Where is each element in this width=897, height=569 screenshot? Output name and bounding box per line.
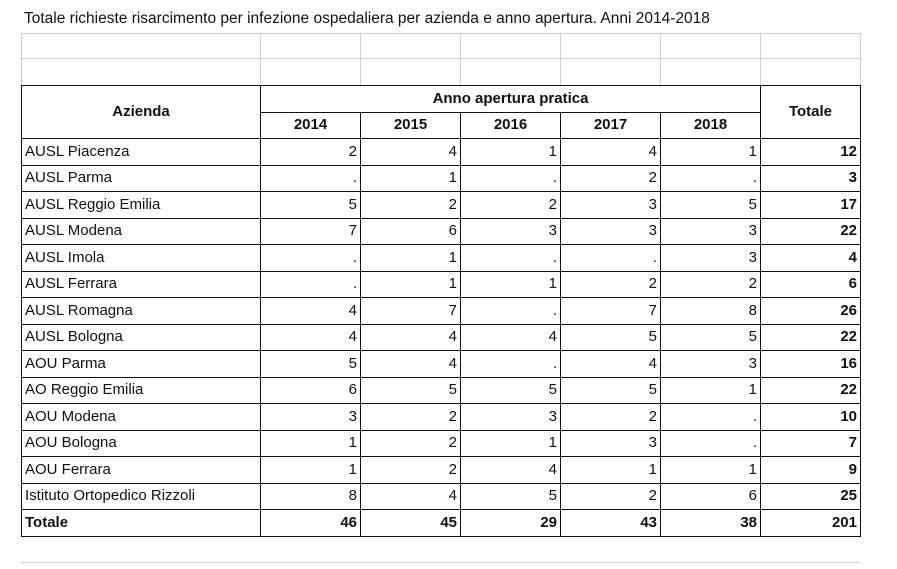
year-value-cell: 2 — [661, 271, 761, 298]
year-value-cell: 8 — [661, 298, 761, 325]
year-value-cell: 6 — [261, 377, 361, 404]
year-value-cell: 3 — [461, 404, 561, 431]
year-value-cell: . — [261, 165, 361, 192]
year-value-cell: 1 — [461, 430, 561, 457]
year-value-cell: 4 — [261, 324, 361, 351]
year-value-cell: 7 — [261, 218, 361, 245]
gridline — [360, 33, 361, 85]
year-value-cell: 45 — [361, 510, 461, 537]
year-value-cell: 2 — [361, 192, 461, 219]
year-value-cell: 3 — [661, 245, 761, 272]
year-value-cell: . — [461, 298, 561, 325]
year-value-cell: 2 — [561, 271, 661, 298]
year-value-cell: . — [661, 404, 761, 431]
azienda-name: AO Reggio Emilia — [22, 377, 261, 404]
year-value-cell: 4 — [361, 483, 461, 510]
year-value-cell: 5 — [661, 324, 761, 351]
row-total-cell: 4 — [761, 245, 861, 272]
year-value-cell: 1 — [661, 139, 761, 166]
gridline — [860, 33, 861, 85]
header-totale: Totale — [761, 86, 861, 139]
azienda-name: AOU Parma — [22, 351, 261, 378]
year-value-cell: 4 — [561, 139, 661, 166]
row-total-cell: 3 — [761, 165, 861, 192]
header-year-2017: 2017 — [561, 112, 661, 139]
azienda-name: AOU Ferrara — [22, 457, 261, 484]
azienda-name: AUSL Piacenza — [22, 139, 261, 166]
year-value-cell: 2 — [561, 165, 661, 192]
azienda-name: AOU Modena — [22, 404, 261, 431]
year-value-cell: 4 — [361, 324, 461, 351]
azienda-name: AUSL Imola — [22, 245, 261, 272]
year-value-cell: 46 — [261, 510, 361, 537]
year-value-cell: . — [261, 271, 361, 298]
gridline — [560, 33, 561, 85]
claims-table — [21, 85, 861, 537]
year-value-cell: 1 — [261, 430, 361, 457]
gridline — [760, 33, 761, 85]
year-value-cell: 1 — [661, 457, 761, 484]
year-value-cell: . — [461, 351, 561, 378]
row-total-cell: 22 — [761, 377, 861, 404]
year-value-cell: . — [261, 245, 361, 272]
year-value-cell: 3 — [261, 404, 361, 431]
year-value-cell: . — [661, 430, 761, 457]
year-value-cell: 2 — [461, 192, 561, 219]
year-value-cell: 29 — [461, 510, 561, 537]
table-row — [22, 324, 861, 351]
row-total-cell: 17 — [761, 192, 861, 219]
table-row — [22, 377, 861, 404]
table-row — [22, 404, 861, 431]
year-value-cell: 4 — [361, 139, 461, 166]
year-value-cell: 3 — [461, 218, 561, 245]
row-total-cell: 12 — [761, 139, 861, 166]
gridline — [21, 33, 860, 34]
azienda-name: AUSL Bologna — [22, 324, 261, 351]
year-value-cell: 2 — [561, 404, 661, 431]
table-row — [22, 271, 861, 298]
year-value-cell: 2 — [361, 457, 461, 484]
year-value-cell: 3 — [661, 218, 761, 245]
gridline — [460, 33, 461, 85]
row-total-cell: 10 — [761, 404, 861, 431]
year-value-cell: 43 — [561, 510, 661, 537]
year-value-cell: 1 — [661, 377, 761, 404]
year-value-cell: 5 — [461, 483, 561, 510]
year-value-cell: 5 — [661, 192, 761, 219]
year-value-cell: 1 — [361, 271, 461, 298]
year-value-cell: 8 — [261, 483, 361, 510]
azienda-name: Istituto Ortopedico Rizzoli — [22, 483, 261, 510]
gridline — [21, 58, 860, 59]
table-row — [22, 483, 861, 510]
row-total-cell: 7 — [761, 430, 861, 457]
year-value-cell: 5 — [561, 324, 661, 351]
azienda-name: AUSL Parma — [22, 165, 261, 192]
row-total-cell: 6 — [761, 271, 861, 298]
table-row — [22, 139, 861, 166]
gridline — [260, 33, 261, 85]
year-value-cell: 5 — [261, 192, 361, 219]
year-value-cell: 7 — [361, 298, 461, 325]
year-value-cell: 1 — [261, 457, 361, 484]
table-row — [22, 351, 861, 378]
year-value-cell: 4 — [561, 351, 661, 378]
row-total-cell: 9 — [761, 457, 861, 484]
year-value-cell: . — [661, 165, 761, 192]
gridline — [21, 33, 22, 85]
year-value-cell: 2 — [561, 483, 661, 510]
year-value-cell: 5 — [561, 377, 661, 404]
table-row — [22, 430, 861, 457]
year-value-cell: 4 — [361, 351, 461, 378]
gridline — [660, 33, 661, 85]
total-row — [22, 510, 861, 537]
year-value-cell: 3 — [561, 218, 661, 245]
header-azienda: Azienda — [22, 86, 261, 139]
year-value-cell: 3 — [561, 430, 661, 457]
year-value-cell: 4 — [261, 298, 361, 325]
year-value-cell: 4 — [461, 324, 561, 351]
table-title: Totale richieste risarcimento per infezione ospedaliera per azienda e anno apertura. Anni 2014-2018 — [24, 10, 710, 27]
header-year-2018: 2018 — [661, 112, 761, 139]
year-value-cell: 5 — [261, 351, 361, 378]
year-value-cell: 4 — [461, 457, 561, 484]
table-row — [22, 457, 861, 484]
row-total-cell: 16 — [761, 351, 861, 378]
row-total-cell: 201 — [761, 510, 861, 537]
table-row — [22, 192, 861, 219]
azienda-name: AOU Bologna — [22, 430, 261, 457]
year-value-cell: . — [461, 245, 561, 272]
table-row — [22, 165, 861, 192]
header-year-2014: 2014 — [261, 112, 361, 139]
year-value-cell: 3 — [661, 351, 761, 378]
header-year-2015: 2015 — [361, 112, 461, 139]
year-value-cell: 5 — [461, 377, 561, 404]
row-total-cell: 25 — [761, 483, 861, 510]
year-value-cell: . — [461, 165, 561, 192]
year-value-cell: . — [561, 245, 661, 272]
table-row — [22, 245, 861, 272]
year-value-cell: 1 — [461, 139, 561, 166]
year-value-cell: 2 — [261, 139, 361, 166]
year-value-cell: 6 — [661, 483, 761, 510]
total-label: Totale — [22, 510, 261, 537]
azienda-name: AUSL Reggio Emilia — [22, 192, 261, 219]
table-body — [22, 139, 861, 537]
azienda-name: AUSL Romagna — [22, 298, 261, 325]
year-value-cell: 1 — [561, 457, 661, 484]
row-total-cell: 22 — [761, 324, 861, 351]
year-value-cell: 2 — [361, 430, 461, 457]
year-value-cell: 6 — [361, 218, 461, 245]
year-value-cell: 1 — [361, 245, 461, 272]
year-value-cell: 7 — [561, 298, 661, 325]
row-total-cell: 26 — [761, 298, 861, 325]
year-value-cell: 2 — [361, 404, 461, 431]
azienda-name: AUSL Ferrara — [22, 271, 261, 298]
year-value-cell: 5 — [361, 377, 461, 404]
row-total-cell: 22 — [761, 218, 861, 245]
header-year-2016: 2016 — [461, 112, 561, 139]
header-year-group: Anno apertura pratica — [261, 86, 761, 113]
year-value-cell: 3 — [561, 192, 661, 219]
azienda-name: AUSL Modena — [22, 218, 261, 245]
table-row — [22, 298, 861, 325]
year-value-cell: 1 — [361, 165, 461, 192]
gridline — [21, 562, 860, 563]
header-row — [22, 86, 861, 113]
year-value-cell: 1 — [461, 271, 561, 298]
year-value-cell: 38 — [661, 510, 761, 537]
table-row — [22, 218, 861, 245]
